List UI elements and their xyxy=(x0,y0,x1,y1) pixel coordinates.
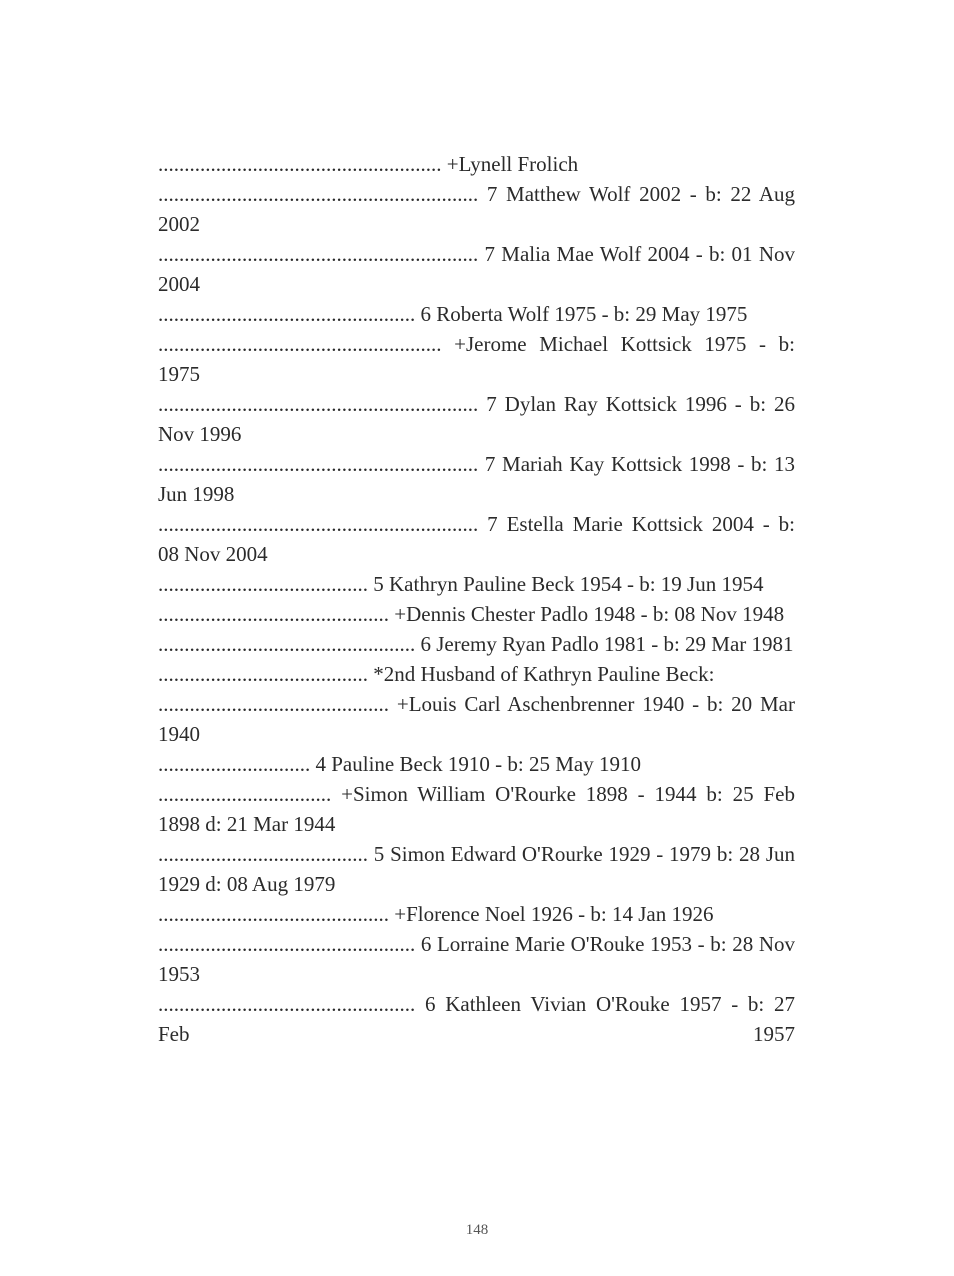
genealogy-entry: ........................................ *2nd Husband of Kathryn Pauline Beck: xyxy=(158,662,715,686)
genealogy-entry: ............................................................. 7 Estella Marie Kottsick 2004 - b: 08 Nov 2004 xyxy=(158,512,795,566)
genealogy-entry: ........................................ 5 Kathryn Pauline Beck 1954 - b: 19 Jun 1954 xyxy=(158,572,764,596)
page-number: 148 xyxy=(465,1222,489,1238)
genealogy-entry: ................................. +Simon William O'Rourke 1898 - 1944 b: 25 Feb 1898 d: 21 Mar 1944 xyxy=(158,782,795,836)
genealogy-entry: ...................................................... +Lynell Frolich xyxy=(158,152,579,176)
genealogy-entry: ............................................ +Louis Carl Aschenbrenner 1940 - b: 20 Mar 1940 xyxy=(158,692,795,746)
genealogy-entry: ................................................. 6 Kathleen Vivian O'Rouke 1957 - b: 27 Feb 1957 xyxy=(158,992,795,1046)
genealogy-list xyxy=(158,149,795,1049)
genealogy-entry: ................................................. 6 Roberta Wolf 1975 - b: 29 May 1975 xyxy=(158,302,748,326)
genealogy-entry: ................................................. 6 Jeremy Ryan Padlo 1981 - b: 29 Mar 1981 xyxy=(158,632,794,656)
genealogy-entry: ............................................ +Florence Noel 1926 - b: 14 Jan 1926 xyxy=(158,902,714,926)
genealogy-entry: ............................................................. 7 Malia Mae Wolf 2004 - b: 01 Nov 2004 xyxy=(158,242,795,296)
genealogy-entry: ............................................................. 7 Matthew Wolf 2002 - b: 22 Aug 2002 xyxy=(158,182,795,236)
genealogy-entry: ............................................................. 7 Dylan Ray Kottsick 1996 - b: 26 Nov 1996 xyxy=(158,392,795,446)
genealogy-entry: ........................................ 5 Simon Edward O'Rourke 1929 - 1979 b: 28 Jun 1929 d: 08 Aug 1979 xyxy=(158,842,795,896)
genealogy-entry: ...................................................... +Jerome Michael Kottsick 1975 - b: 1975 xyxy=(158,332,795,386)
genealogy-entry: ................................................. 6 Lorraine Marie O'Rouke 1953 - b: 28 Nov 1953 xyxy=(158,932,795,986)
genealogy-entry: ............................................ +Dennis Chester Padlo 1948 - b: 08 Nov 1948 xyxy=(158,602,785,626)
genealogy-entry: ............................................................. 7 Mariah Kay Kottsick 1998 - b: 13 Jun 1998 xyxy=(158,452,795,506)
genealogy-entry: ............................. 4 Pauline Beck 1910 - b: 25 May 1910 xyxy=(158,752,641,776)
